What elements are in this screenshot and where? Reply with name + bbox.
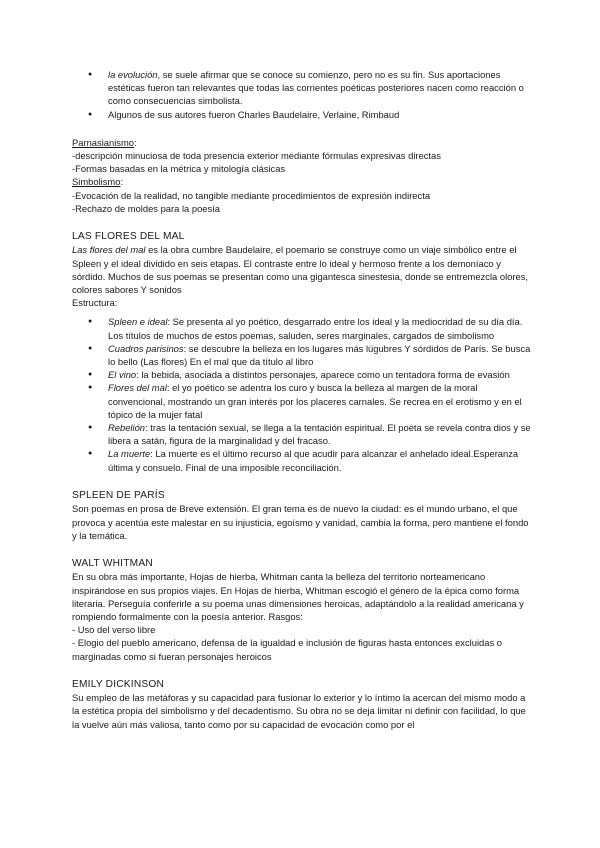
list-item-text: , se suele afirmar que se conoce su comienzo, pero no es su fin. Sus aportaciones estéticas fueron tan relevantes que todas las corrientes poéticas posteriores nacen como reacción o como consecuencias simbolista. bbox=[108, 69, 524, 107]
list-item: ● Spleen e ideal: Se presenta al yo poético, desgarrado entre los ideal y la mediocridad de su día día. Los títulos de muchos de estos poemas, saluden, seres marginales, cargados de simbolismo bbox=[72, 315, 534, 341]
italic-title: Las flores del mal bbox=[72, 244, 146, 256]
simbolismo-line: -Rechazo de moldes para la poesía bbox=[72, 202, 221, 214]
italic-term: Spleen e ideal bbox=[108, 316, 168, 328]
list-item-text: Algunos de sus autores fueron Charles Baudelaire, Verlaine, Rimbaud bbox=[108, 108, 400, 120]
list-item bbox=[72, 68, 534, 108]
whitman-rasgo: - Elogio del pueblo americano, defensa de la igualdad e inclusión de figuras hasta entonces excluidas o marginadas como si fueran personajes heroicos bbox=[72, 637, 502, 662]
simbolismo-label: Simbolismo bbox=[72, 176, 121, 188]
parnasianismo-line: -Formas basadas en la métrica y mitología clásicas bbox=[72, 163, 286, 175]
parnasianismo-line: -descripción minuciosa de toda presencia exterior mediante fórmulas expresivas directas bbox=[72, 150, 441, 162]
document-page bbox=[72, 68, 534, 731]
parnasianismo-label: Parnasianismo bbox=[72, 136, 135, 148]
list-item: ● La muerte: La muerte es el último recurso al que acudir para alcanzar el anhelado ideal.Esperanza última y consuelo. Final de una imposible reconciliación. bbox=[72, 447, 534, 473]
list-item bbox=[72, 108, 534, 121]
parnasianismo-heading: Parnasianismo: bbox=[72, 136, 137, 148]
flores-intro: Las flores del mal es la obra cumbre Baudelaire, el poemario se construye como un viaje simbólico entre el Spleen y el ideal dividido en seis etapas. El contraste entre lo ideal y hermoso frente a los demoníaco y sórdido. Muchos de sus poemas se presentan como una gigantesca sinestesia, donde se entremezcla olores, colores sabores Y sonidos bbox=[72, 244, 528, 296]
italic-term: Rebelión bbox=[108, 422, 146, 434]
italic-term: La muerte bbox=[108, 448, 151, 460]
dickinson-paragraph: Su empleo de las metáforas y su capacidad para fusionar lo exterior y lo íntimo la acercan del mismo modo a la estética propia del simbolismo y del decadentismo. Su obra no se deja limitar ni definir con facilidad, lo que la vuelve aún más valiosa, tanto como por su capacidad de evocación como por el bbox=[72, 692, 526, 730]
estructura-list bbox=[72, 315, 534, 473]
list-item: ● Flores del mal: el yo poético se adentra los curo y busca la belleza al margen de la moral convencional, mostrando un gran interés por los placeres carnales. Se recrea en el erotismo y en el tópico de la mujer fatal bbox=[72, 381, 534, 421]
italic-term: Flores del mal bbox=[108, 382, 167, 394]
section-heading-whitman: WALT WHITMAN bbox=[72, 557, 153, 569]
whitman-paragraph: En su obra más importante, Hojas de hierba, Whitman canta la belleza del territorio norteamericano inspirándose en sus propios viajes. En Hojas de hierba, Whitman escogió el género de la épica como forma literaria. Perseguía conferirle a su poema unas dimensiones heroicas, adaptándolo a la realidad americana y rompiendo formalmente con la poesía anterior. Rasgos: bbox=[72, 571, 524, 622]
list-item: ● El vino: la bebida, asociada a distintos personajes, aparece como un tentadora forma de evasión bbox=[72, 368, 534, 381]
list-item: ● Cuadros parisinos: se descubre la belleza en los lugares más lúgubres Y sórdidos de París. Se busca lo bello (Las flores) En el mal que da título al libro bbox=[72, 342, 534, 368]
whitman-rasgo: - Uso del verso libre bbox=[72, 624, 156, 636]
italic-term: la evolución bbox=[108, 69, 158, 80]
spleen-paragraph: Son poemas en prosa de Breve extensión. El gran tema es de nuevo la ciudad: es el mundo urbano, el que provoca y acentúa este malestar en su injusticia, egoísmo y vanidad, cambia la forma, pero mantiene el fondo y la temática. bbox=[72, 503, 529, 541]
section-heading-dickinson: EMILY DICKINSON bbox=[72, 678, 165, 690]
list-item: ● Rebelión: tras la tentación sexual, se llega a la tentación espiritual. El poeta se revela contra dios y se libera a satán, figura de la marginalidad y del fracaso. bbox=[72, 421, 534, 447]
simbolismo-heading: Simbolismo: bbox=[72, 176, 124, 188]
italic-term: El vino bbox=[108, 369, 137, 381]
intro-list bbox=[72, 68, 534, 121]
estructura-label: Estructura: bbox=[72, 297, 118, 309]
italic-term: Cuadros parisinos bbox=[108, 342, 184, 354]
section-heading-flores: LAS FLORES DEL MAL bbox=[72, 231, 185, 243]
simbolismo-line: -Evocación de la realidad, no tangible mediante procedimientos de expresión indirecta bbox=[72, 189, 431, 201]
section-heading-spleen: SPLEEN DE PARÍS bbox=[72, 489, 165, 501]
